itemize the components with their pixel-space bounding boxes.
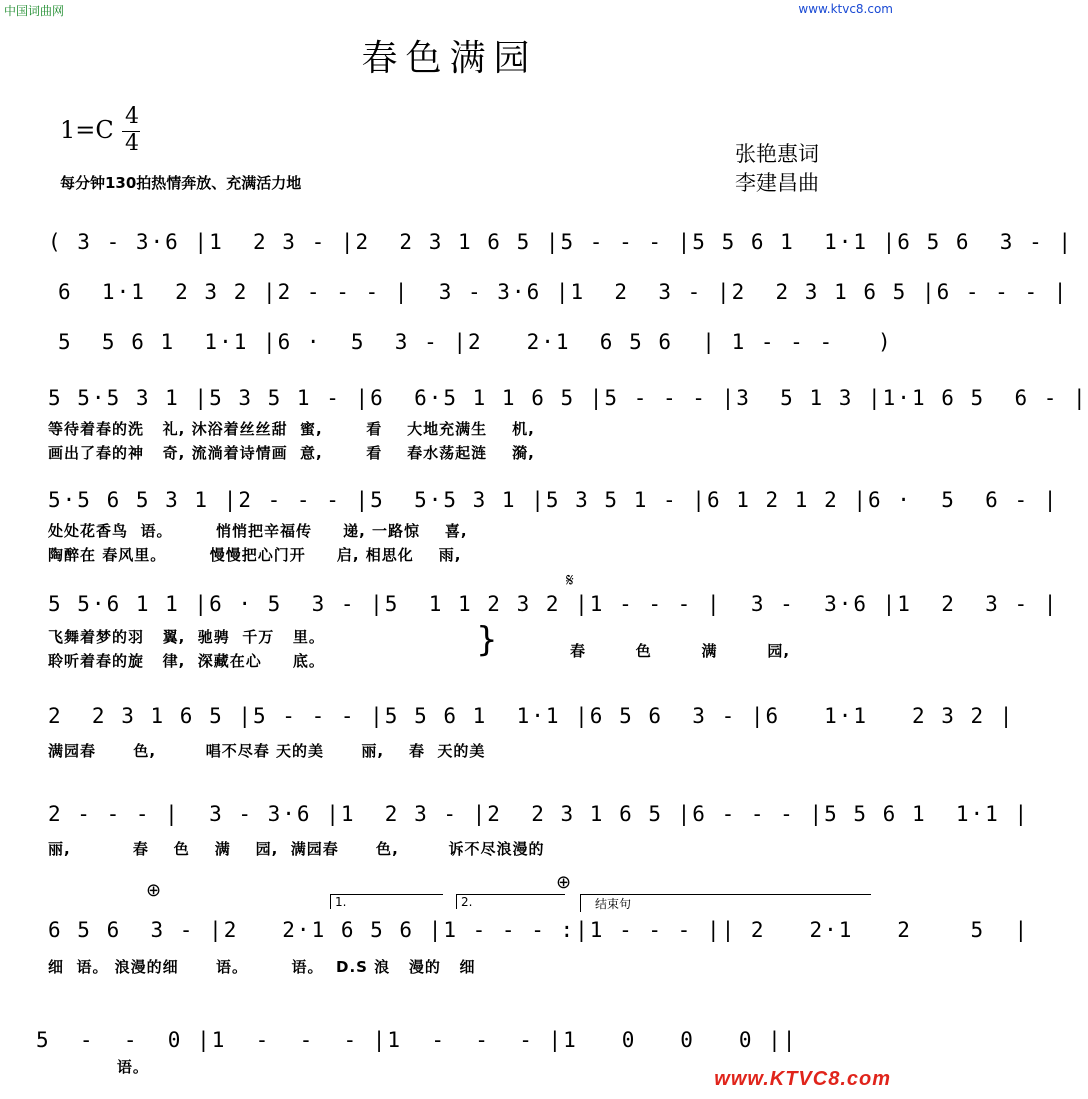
notation-line: 5 - - 0 |1 - - - |1 - - - |1 0 0 0 ||: [36, 1028, 798, 1052]
volta-1: 1.: [330, 894, 443, 909]
composer-credit: 李建昌曲: [735, 171, 819, 195]
notation-line: 5 5·5 3 1 |5 3 5 1 - |6 6·5 1 1 6 5 |5 - - - |3 5 1 3 |1·1 6 5 6 - |: [48, 386, 1088, 410]
watermark-top-left: 中国词曲网: [4, 4, 65, 18]
score-row-1: [0, 222, 1074, 262]
score-row-5: [0, 480, 1059, 564]
lyric-verse-1: 满园春 色, 唱不尽春 天的美 丽, 春 天的美: [48, 742, 486, 760]
verse-brace: }: [476, 620, 498, 660]
lyric-verse-2: 画出了春的神 奇, 流淌着诗情画 意, 看 春水荡起涟 漪,: [48, 444, 535, 462]
tempo-marking: 每分钟130拍热情奔放、充满活力地: [60, 174, 302, 192]
lyric-verse-2: 聆听着春的旋 律, 深藏在心 底。: [48, 652, 325, 670]
ending-label: 结束句: [580, 894, 871, 912]
notation-line: ( 3 - 3·6 |1 2 3 - |2 2 3 1 6 5 |5 - - - |5 5 6 1 1·1 |6 5 6 3 - |: [48, 230, 1074, 254]
notation-line: 2 2 3 1 6 5 |5 - - - |5 5 6 1 1·1 |6 5 6 3 - |6 1·1 2 3 2 |: [48, 704, 1015, 728]
coda-symbol: ⊕: [556, 872, 572, 893]
lyricist-credit: 张艳惠词: [735, 142, 819, 166]
notation-line: 5 5·6 1 1 |6 · 5 3 - |5 1 1 2 3 2 |1 - - - | 3 - 3·6 |1 2 3 - |: [48, 592, 1059, 616]
coda-symbol: ⊕: [146, 880, 162, 901]
lyric-verse-1: 语。: [36, 1058, 149, 1076]
watermark-top-right: www.ktvc8.com: [798, 2, 893, 16]
notation-line: 6 5 6 3 - |2 2·1 6 5 6 |1 - - - :|1 - - - || 2 2·1 2 5 |: [48, 918, 1030, 942]
score-row-2: [0, 272, 1069, 312]
watermark-bottom-right: www.KTVC8.com: [714, 1068, 891, 1090]
lyric-verse-1: 等待着春的洗 礼, 沐浴着丝丝甜 蜜, 看 大地充满生 机,: [48, 420, 535, 438]
score-row-6: [0, 584, 1059, 670]
notation-line: 6 1·1 2 3 2 |2 - - - | 3 - 3·6 |1 2 3 - |2 2 3 1 6 5 |6 - - - |: [58, 280, 1069, 304]
lyric-verse-1: 飞舞着梦的羽 翼, 驰骋 千万 里。: [48, 628, 325, 646]
score-row-8: [0, 794, 1030, 858]
score-row-3: [0, 322, 899, 362]
notation-line: 5 5 6 1 1·1 |6 · 5 3 - |2 2·1 6 5 6 | 1 - - - ): [58, 330, 893, 354]
score-row-9: [0, 895, 1030, 976]
song-title: 春色满园: [361, 38, 538, 79]
score-row-4: [0, 378, 1088, 462]
score-row-7: [0, 696, 1015, 760]
time-signature-bottom: 4: [125, 131, 139, 156]
time-signature-top: 4: [125, 104, 139, 129]
notation-line: 2 - - - | 3 - 3·6 |1 2 3 - |2 2 3 1 6 5 |6 - - - |5 5 6 1 1·1 |: [48, 802, 1030, 826]
lyric-verse-1: 丽, 春 色 满 园, 满园春 色, 诉不尽浪漫的: [48, 840, 545, 858]
lyric-verse-1: 细 语。 浪漫的细 语。 语。 D.S 浪 漫的 细: [48, 958, 476, 976]
key-signature: 1=C: [60, 116, 114, 144]
score-row-10: [0, 1020, 899, 1076]
notation-line: 5·5 6 5 3 1 |2 - - - |5 5·5 3 1 |5 3 5 1 - |6 1 2 1 2 |6 · 5 6 - |: [48, 488, 1059, 512]
lyric-verse-2: 陶醉在 春风里。 慢慢把心门开 启, 相思化 雨,: [48, 546, 462, 564]
lyric-verse-1: 处处花香鸟 语。 悄悄把辛福传 递, 一路惊 喜,: [48, 522, 468, 540]
segno-symbol: 𝄋: [566, 570, 574, 591]
volta-2: 2.: [456, 894, 565, 909]
lyric-chorus-start: 春 色 满 园,: [570, 642, 791, 660]
